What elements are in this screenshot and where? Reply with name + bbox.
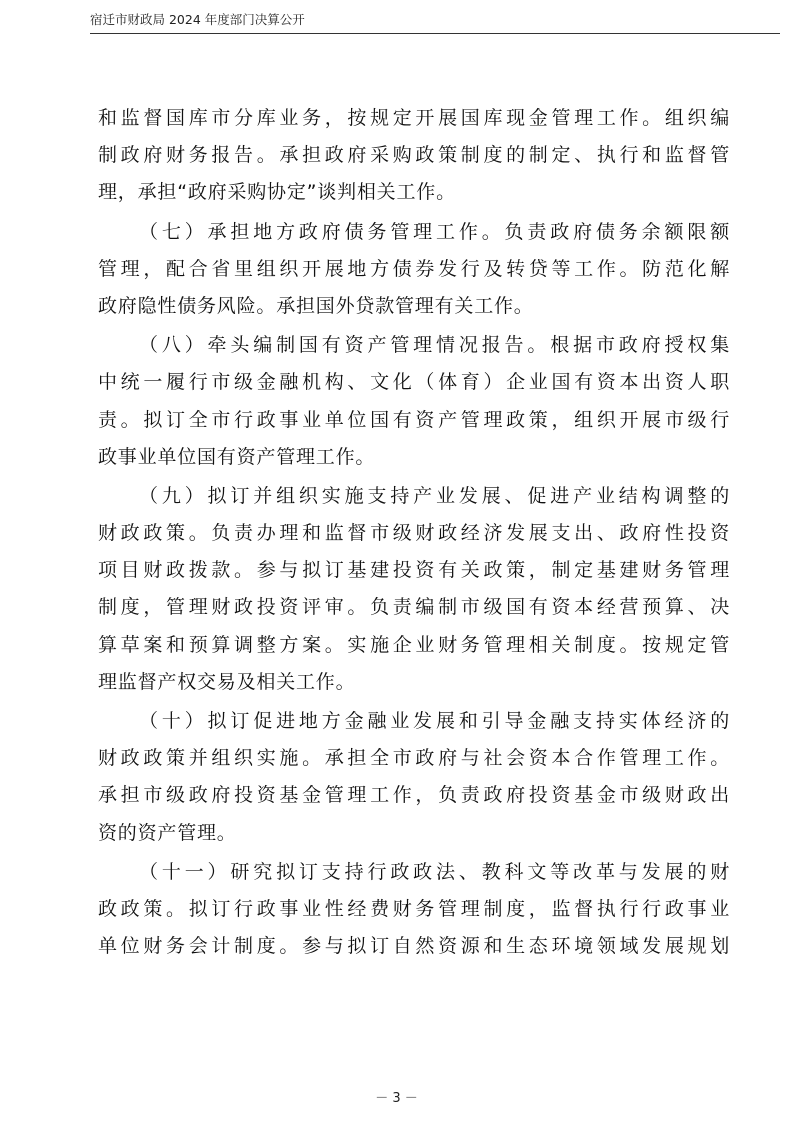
text-line: （七）承担地方政府债务管理工作。负责政府债务余额限额 <box>139 220 730 243</box>
text-line: 政府隐性债务风险。承担国外贷款管理有关工作。 <box>98 294 534 317</box>
paragraph <box>98 100 730 212</box>
text-line: 制度，管理财政投资评审。负责编制市级国有资本经营预算、决 <box>98 596 730 619</box>
page-number: － 3 － <box>375 1091 418 1106</box>
text-line: 制政府财务报告。承担政府采购政策制度的制定、执行和监督管 <box>98 144 730 167</box>
paragraph <box>98 327 730 476</box>
text-line: 管理，配合省里组织开展地方债券发行及转贷等工作。防范化解 <box>98 257 730 280</box>
text-line: 和监督国库市分库业务，按规定开展国库现金管理工作。组织编 <box>98 107 730 129</box>
text-line: 资的资产管理。 <box>98 821 237 844</box>
paragraph <box>98 478 730 701</box>
text-line: 单位财务会计制度。参与拟订自然资源和生态环境领域发展规划 <box>98 935 730 958</box>
document-body <box>98 100 730 967</box>
text-line: 项目财政拨款。参与拟订基建投资有关政策，制定基建财务管理 <box>98 559 730 582</box>
text-line: 财政政策。负责办理和监督市级财政经济发展支出、政府性投资 <box>98 522 730 545</box>
text-line: （九）拟订并组织实施支持产业发展、促进产业结构调整的 <box>139 484 730 507</box>
text-line: 政事业单位国有资产管理工作。 <box>98 445 376 468</box>
header-divider <box>90 33 780 34</box>
paragraph <box>98 214 730 326</box>
text-line: 理，承担“政府采购协定”谈判相关工作。 <box>98 181 456 204</box>
page-header-title: 宿迁市财政局 2024 年度部门决算公开 <box>90 12 305 27</box>
text-line: （十一）研究拟订支持行政政法、教科文等改革与发展的财 <box>139 860 730 883</box>
text-line: 政政策。拟订行政事业性经费财务管理制度，监督执行行政事业 <box>98 897 730 920</box>
paragraph <box>98 854 730 966</box>
text-line: 财政政策并组织实施。承担全市政府与社会资本合作管理工作。 <box>98 747 730 770</box>
text-line: （十）拟订促进地方金融业发展和引导金融支持实体经济的 <box>139 710 730 732</box>
paragraph <box>98 703 730 852</box>
text-line: 算草案和预算调整方案。实施企业财务管理相关制度。按规定管 <box>98 633 730 656</box>
text-line: （八）牵头编制国有资产管理情况报告。根据市政府授权集 <box>139 334 730 357</box>
text-line: 中统一履行市级金融机构、文化（体育）企业国有资本出资人职 <box>98 371 730 394</box>
text-line: 责。拟订全市行政事业单位国有资产管理政策，组织开展市级行 <box>98 408 730 431</box>
text-line: 承担市级政府投资基金管理工作，负责政府投资基金市级财政出 <box>98 784 730 807</box>
text-line: 理监督产权交易及相关工作。 <box>98 670 356 693</box>
